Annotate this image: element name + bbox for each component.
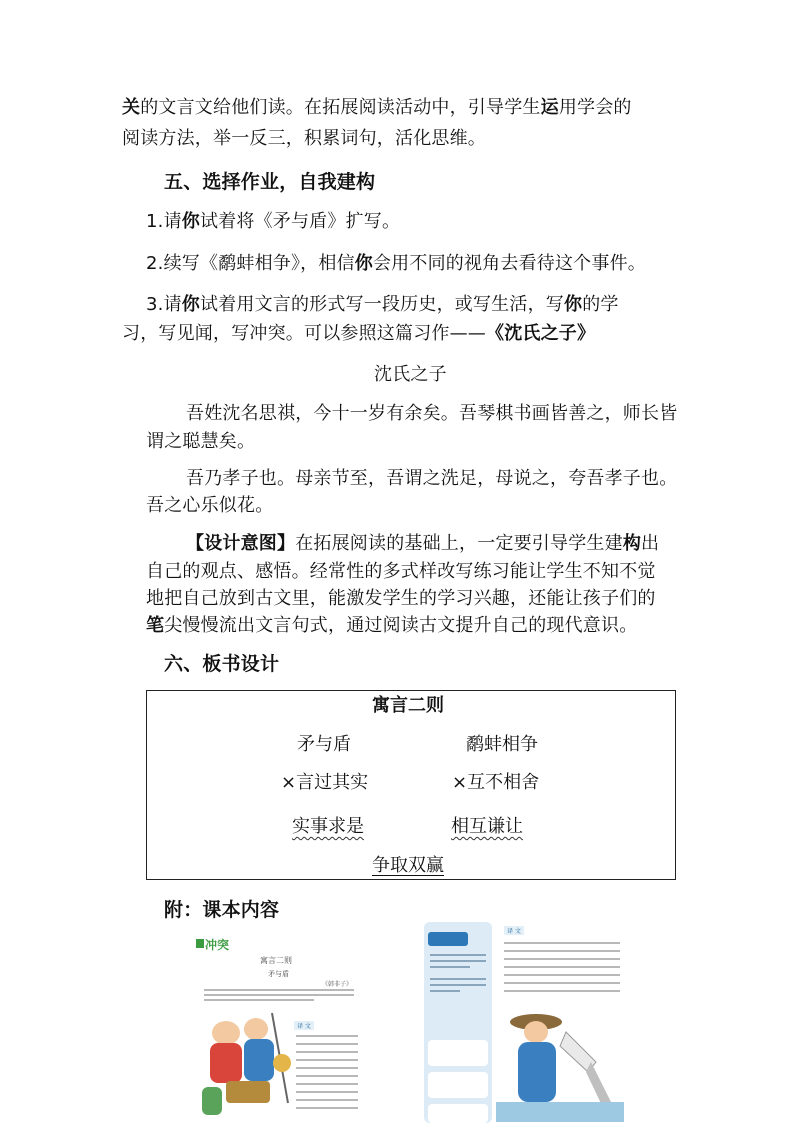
design-intent-line-3: 地把自己放到古文里，能激发学生的学习兴趣，还能让孩子们的 xyxy=(146,588,656,609)
homework-item-1: 1.请你试着将《矛与盾》扩写。 xyxy=(146,211,401,232)
essay-paragraph-2-line-1: 吾乃孝子也。母亲节至，吾谓之洗足，母说之，夸吾孝子也。 xyxy=(186,468,678,489)
essay-title: 沈氏之子 xyxy=(374,364,447,385)
chapter-tag-label: 冲突 xyxy=(205,938,230,952)
board-title: 寓言二则 xyxy=(372,695,444,716)
design-intent-line-2: 自己的观点、感悟。经常性的多式样改写练习能让学生不知不觉 xyxy=(146,561,656,582)
translation-label-right: 译 文 xyxy=(504,926,524,935)
board-left-flaw: ×言过其实 xyxy=(281,772,369,793)
board-left-story: 矛与盾 xyxy=(297,734,351,755)
blackboard-design-box xyxy=(146,690,676,880)
design-intent-line-4: 笔尖慢慢流出文言句式，通过阅读古文提升自己的现代意识。 xyxy=(146,615,638,636)
board-right-lesson: 相互谦让 xyxy=(451,816,523,837)
bold-char: 运 xyxy=(540,97,559,118)
section-heading-5: 五、选择作业，自我建构 xyxy=(164,171,376,193)
design-intent-line-1: 【设计意图】在拓展阅读的基础上，一定要引导学生建构出 xyxy=(186,533,660,554)
design-intent-label: 【设计意图】 xyxy=(186,533,296,554)
textbook-subtitle: 矛与盾 xyxy=(268,970,289,978)
chapter-tag xyxy=(196,939,204,948)
textbook-source: 《韩非子》 xyxy=(322,981,353,988)
essay-paragraph-1-line-1: 吾姓沈名思祺，今十一岁有余矣。吾琴棋书画皆善之，师长皆 xyxy=(186,403,678,424)
homework-item-3-cont: 习，写见闻，写冲突。可以参照这篇习作——《沈氏之子》 xyxy=(122,323,596,344)
translation-label: 译 文 xyxy=(294,1021,314,1030)
textbook-title: 寓言二则 xyxy=(260,956,292,965)
textbook-page-image-right xyxy=(424,922,624,1123)
board-left-lesson: 实事求是 xyxy=(292,816,364,837)
illustration-merchants xyxy=(196,1003,296,1123)
paragraph-line-1: 关的文言文给他们读。在拓展阅读活动中，引导学生运用学会的 xyxy=(122,97,632,118)
section-heading-6: 六、板书设计 xyxy=(164,653,280,675)
essay-paragraph-1-line-2: 谓之聪慧矣。 xyxy=(146,431,256,452)
board-conclusion: 争取双赢 xyxy=(372,855,444,876)
homework-item-3: 3.请你试着用文言的形式写一段历史，或写生活，写你的学 xyxy=(146,294,619,315)
note-box-1 xyxy=(428,1040,488,1066)
side-panel-banner xyxy=(428,932,468,946)
board-right-flaw: ×互不相舍 xyxy=(452,772,540,793)
bold-char: 关 xyxy=(122,97,141,118)
homework-item-2: 2.续写《鹬蚌相争》，相信你会用不同的视角去看待这个事件。 xyxy=(146,253,646,274)
note-box-2 xyxy=(428,1072,488,1098)
appendix-heading: 附：课本内容 xyxy=(164,899,280,921)
textbook-page-image-left xyxy=(192,935,368,1123)
board-right-story: 鹬蚌相争 xyxy=(466,734,538,755)
paragraph-line-2: 阅读方法，举一反三，积累词句，活化思维。 xyxy=(122,128,486,149)
illustration-fisherman-heron xyxy=(496,1002,624,1122)
essay-paragraph-2-line-2: 吾之心乐似花。 xyxy=(146,495,274,516)
note-box-3 xyxy=(428,1104,488,1123)
